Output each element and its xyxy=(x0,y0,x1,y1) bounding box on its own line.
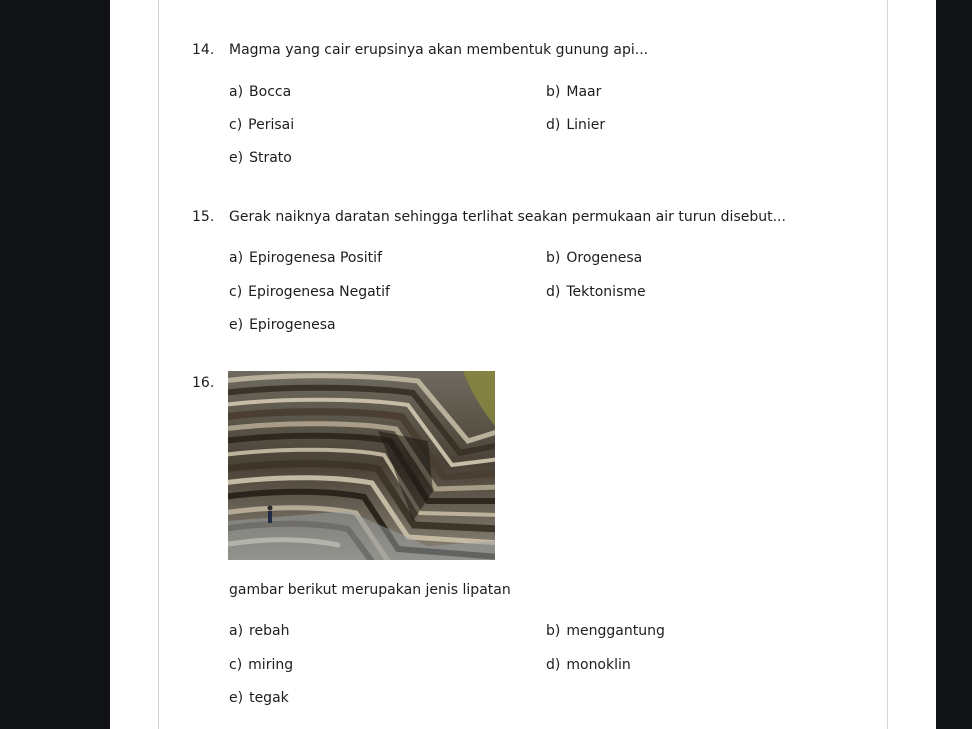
option-letter: e) xyxy=(229,317,244,333)
option-e[interactable] xyxy=(229,316,336,334)
option-letter: c) xyxy=(229,657,243,673)
option-label: Maar xyxy=(566,84,602,100)
document-page xyxy=(110,0,936,729)
option-label: rebah xyxy=(249,623,290,639)
option-a[interactable] xyxy=(229,622,289,640)
option-label: monoklin xyxy=(566,657,631,673)
option-letter: c) xyxy=(229,117,243,133)
option-label: Perisai xyxy=(248,117,295,133)
option-b[interactable] xyxy=(546,249,642,267)
option-d[interactable] xyxy=(546,116,605,134)
option-label: Strato xyxy=(249,150,292,166)
option-d[interactable] xyxy=(546,283,646,301)
option-c[interactable] xyxy=(229,656,293,674)
option-letter: b) xyxy=(546,250,561,266)
option-letter: e) xyxy=(229,150,244,166)
option-label: Epirogenesa Positif xyxy=(249,250,382,266)
option-letter: a) xyxy=(229,84,244,100)
question-text: Gerak naiknya daratan sehingga terlihat seakan permukaan air turun disebut... xyxy=(229,209,786,225)
option-d[interactable] xyxy=(546,656,631,674)
option-b[interactable] xyxy=(546,83,601,101)
option-letter: a) xyxy=(229,623,244,639)
option-label: Tektonisme xyxy=(566,284,646,300)
question-number: 14. xyxy=(192,42,215,58)
option-label: Orogenesa xyxy=(566,250,643,266)
option-a[interactable] xyxy=(229,249,382,267)
option-label: Bocca xyxy=(249,84,292,100)
question-text: Magma yang cair erupsinya akan membentuk gunung api... xyxy=(229,42,649,58)
option-label: tegak xyxy=(249,690,289,706)
option-letter: a) xyxy=(229,250,244,266)
option-letter: b) xyxy=(546,623,561,639)
option-c[interactable] xyxy=(229,116,294,134)
option-letter: b) xyxy=(546,84,561,100)
option-letter: c) xyxy=(229,284,243,300)
option-letter: d) xyxy=(546,657,561,673)
option-e[interactable] xyxy=(229,689,289,707)
option-label: menggantung xyxy=(566,623,665,639)
option-label: Epirogenesa xyxy=(249,317,336,333)
option-letter: d) xyxy=(546,284,561,300)
option-b[interactable] xyxy=(546,622,665,640)
option-letter: e) xyxy=(229,690,244,706)
question-number: 16. xyxy=(192,375,215,391)
option-label: Epirogenesa Negatif xyxy=(248,284,390,300)
option-e[interactable] xyxy=(229,149,292,167)
question-number: 15. xyxy=(192,209,215,225)
option-letter: d) xyxy=(546,117,561,133)
option-a[interactable] xyxy=(229,83,291,101)
page-border-right xyxy=(887,0,888,729)
option-label: Linier xyxy=(566,117,606,133)
question-text: gambar berikut merupakan jenis lipatan xyxy=(229,582,511,598)
page-border-left xyxy=(158,0,159,729)
option-label: miring xyxy=(248,657,294,673)
folded-rock-strata-image xyxy=(228,371,495,560)
option-c[interactable] xyxy=(229,283,390,301)
